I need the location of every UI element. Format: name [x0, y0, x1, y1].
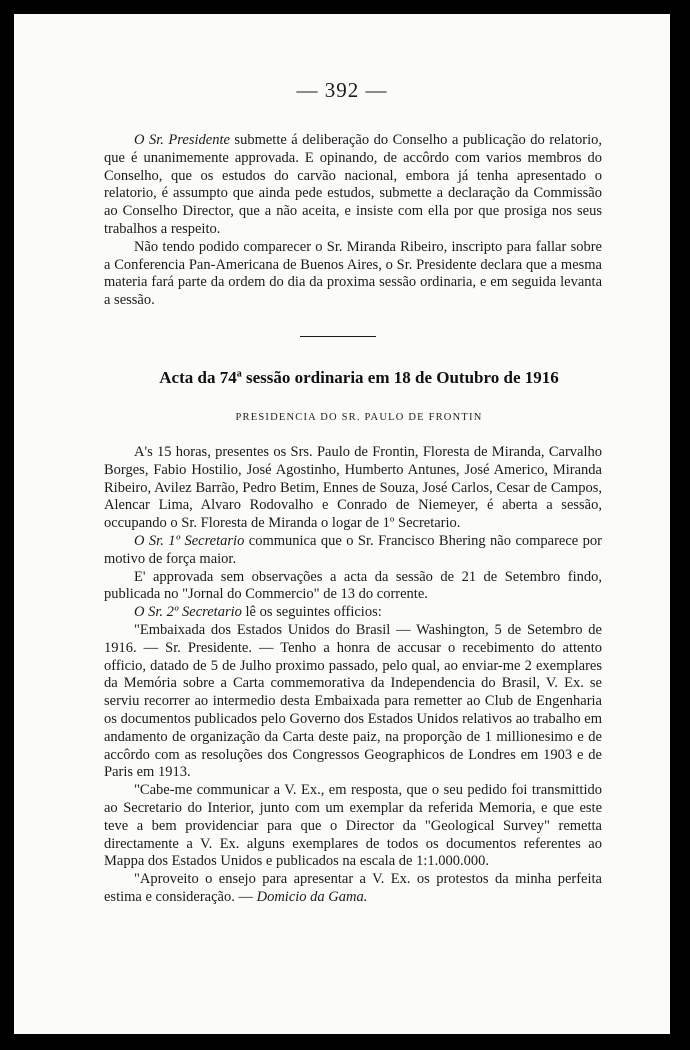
- paragraph-levanta-sessao: [104, 239, 602, 310]
- speaker-presidente: O Sr. Presidente: [134, 132, 230, 148]
- paragraph-acta-approved: [104, 569, 602, 605]
- paragraph-1-secretario: [104, 533, 602, 569]
- speaker-1-secretario: O Sr. 1º Secretario: [134, 532, 245, 549]
- presidency-line: PRESIDENCIA DO SR. PAULO DE FRONTIN: [235, 412, 483, 423]
- scanned-page: [14, 14, 670, 1034]
- speaker-2-secretario: O Sr. 2º Secretario: [134, 604, 242, 621]
- section-divider: [300, 336, 376, 337]
- paragraph-text: "Embaixada dos Estados Unidos do Brasil — Washington, 5 de Setembro de 1916. — Sr. Presidente. — Tenho a honra de accusar o recebimento do attento officio, datado de 5 de Julho proximo passado, pelo qual, ao enviar-me 2 exemplares da Memória sobre a Carta commemorativa da Independencia do Brasil, V. Ex. se serviu recorrer ao intermedio desta Embaixada para remetter ao Club de Engenharia os documentos publicados pelo Governo dos Estados Unidos relativos ao trabalho em andamento de organização da Carta deste paiz, na proporção de 1 millionesimo e de accôrdo com as resoluções dos Congressos Geographicos de Londres em 1903 e de Paris em 1913.: [104, 621, 602, 781]
- paragraph-aproveito: [104, 871, 602, 907]
- intro-text: [104, 132, 602, 310]
- paragraph-2-secretario: [104, 604, 602, 622]
- paragraph-attendance: [104, 444, 602, 533]
- page-number: — 392 —: [296, 78, 388, 102]
- paragraph-text: communica que o Sr. Francisco Bhering não comparece por motivo de força maior.: [104, 532, 602, 567]
- paragraph-text: lê os seguintes officios:: [241, 604, 382, 621]
- paragraph-text: Não tendo podido comparecer o Sr. Miranda Ribeiro, inscripto para fallar sobre a Conferencia Pan-Americana de Buenos Aires, o Sr. Presidente declara que a mesma materia fará parte da ordem do dia da proxima sessão ordinaria, e em seguida levanta a sessão.: [104, 238, 602, 309]
- acta-body: [104, 444, 602, 907]
- paragraph-text: A's 15 horas, presentes os Srs. Paulo de Frontin, Floresta de Miranda, Carvalho Borges, Fabio Hostilio, José Agostinho, Humberto Antunes, José Americo, Miranda Ribeiro, Avilez Barrão, Pedro Betim, Ennes de Souza, José Carlos, Cesar de Campos, Alencar Lima, Alvaro Rodovalho e Conrado de Niemeyer, é aberta a sessão, occupando o Sr. Floresta de Miranda o logar de 1º Secretario.: [104, 444, 602, 532]
- signature: Domicio da Gama.: [256, 888, 368, 905]
- paragraph-text: "Aproveito o ensejo para apresentar a V. Ex. os protestos da minha perfeita estima e consideração. —: [104, 871, 602, 905]
- paragraph-cabe-me: [104, 782, 602, 871]
- acta-title: Acta da 74$^a$ sessão ordinaria em 18 de Outubro de 1916: [159, 368, 559, 387]
- paragraph-presidente: [104, 132, 602, 239]
- paragraph-embaixada-letter: [104, 622, 602, 782]
- paragraph-text: submette á deliberação do Conselho a publicação do relatorio, que é unanimemente approvada. E opinando, de accôrdo com varios membros do Conselho, que os estudos do carvão nacional, embora já tenha apresentado o relatorio, é assumpto que ainda pede estudos, submette a declaração da Commissão ao Conselho Director, que a não aceita, e insiste com ella por que prosiga nos seus trabalhos a respeito.: [104, 132, 602, 237]
- paragraph-text: E' approvada sem observações a acta da sessão de 21 de Setembro findo, publicada no "Jornal do Commercio" de 13 do corrente.: [104, 568, 602, 603]
- paragraph-text: "Cabe-me communicar a V. Ex., em resposta, que o seu pedido foi transmittido ao Secretario do Interior, junto com um exemplar da referida Memoria, e que este teve a bem providenciar para que o Director da "Geological Survey" remetta directamente a V. Ex. alguns exemplares de todos os documentos referentes ao Mappa dos Estados Unidos e publicados na escala de 1:1.000.000.: [104, 782, 602, 870]
